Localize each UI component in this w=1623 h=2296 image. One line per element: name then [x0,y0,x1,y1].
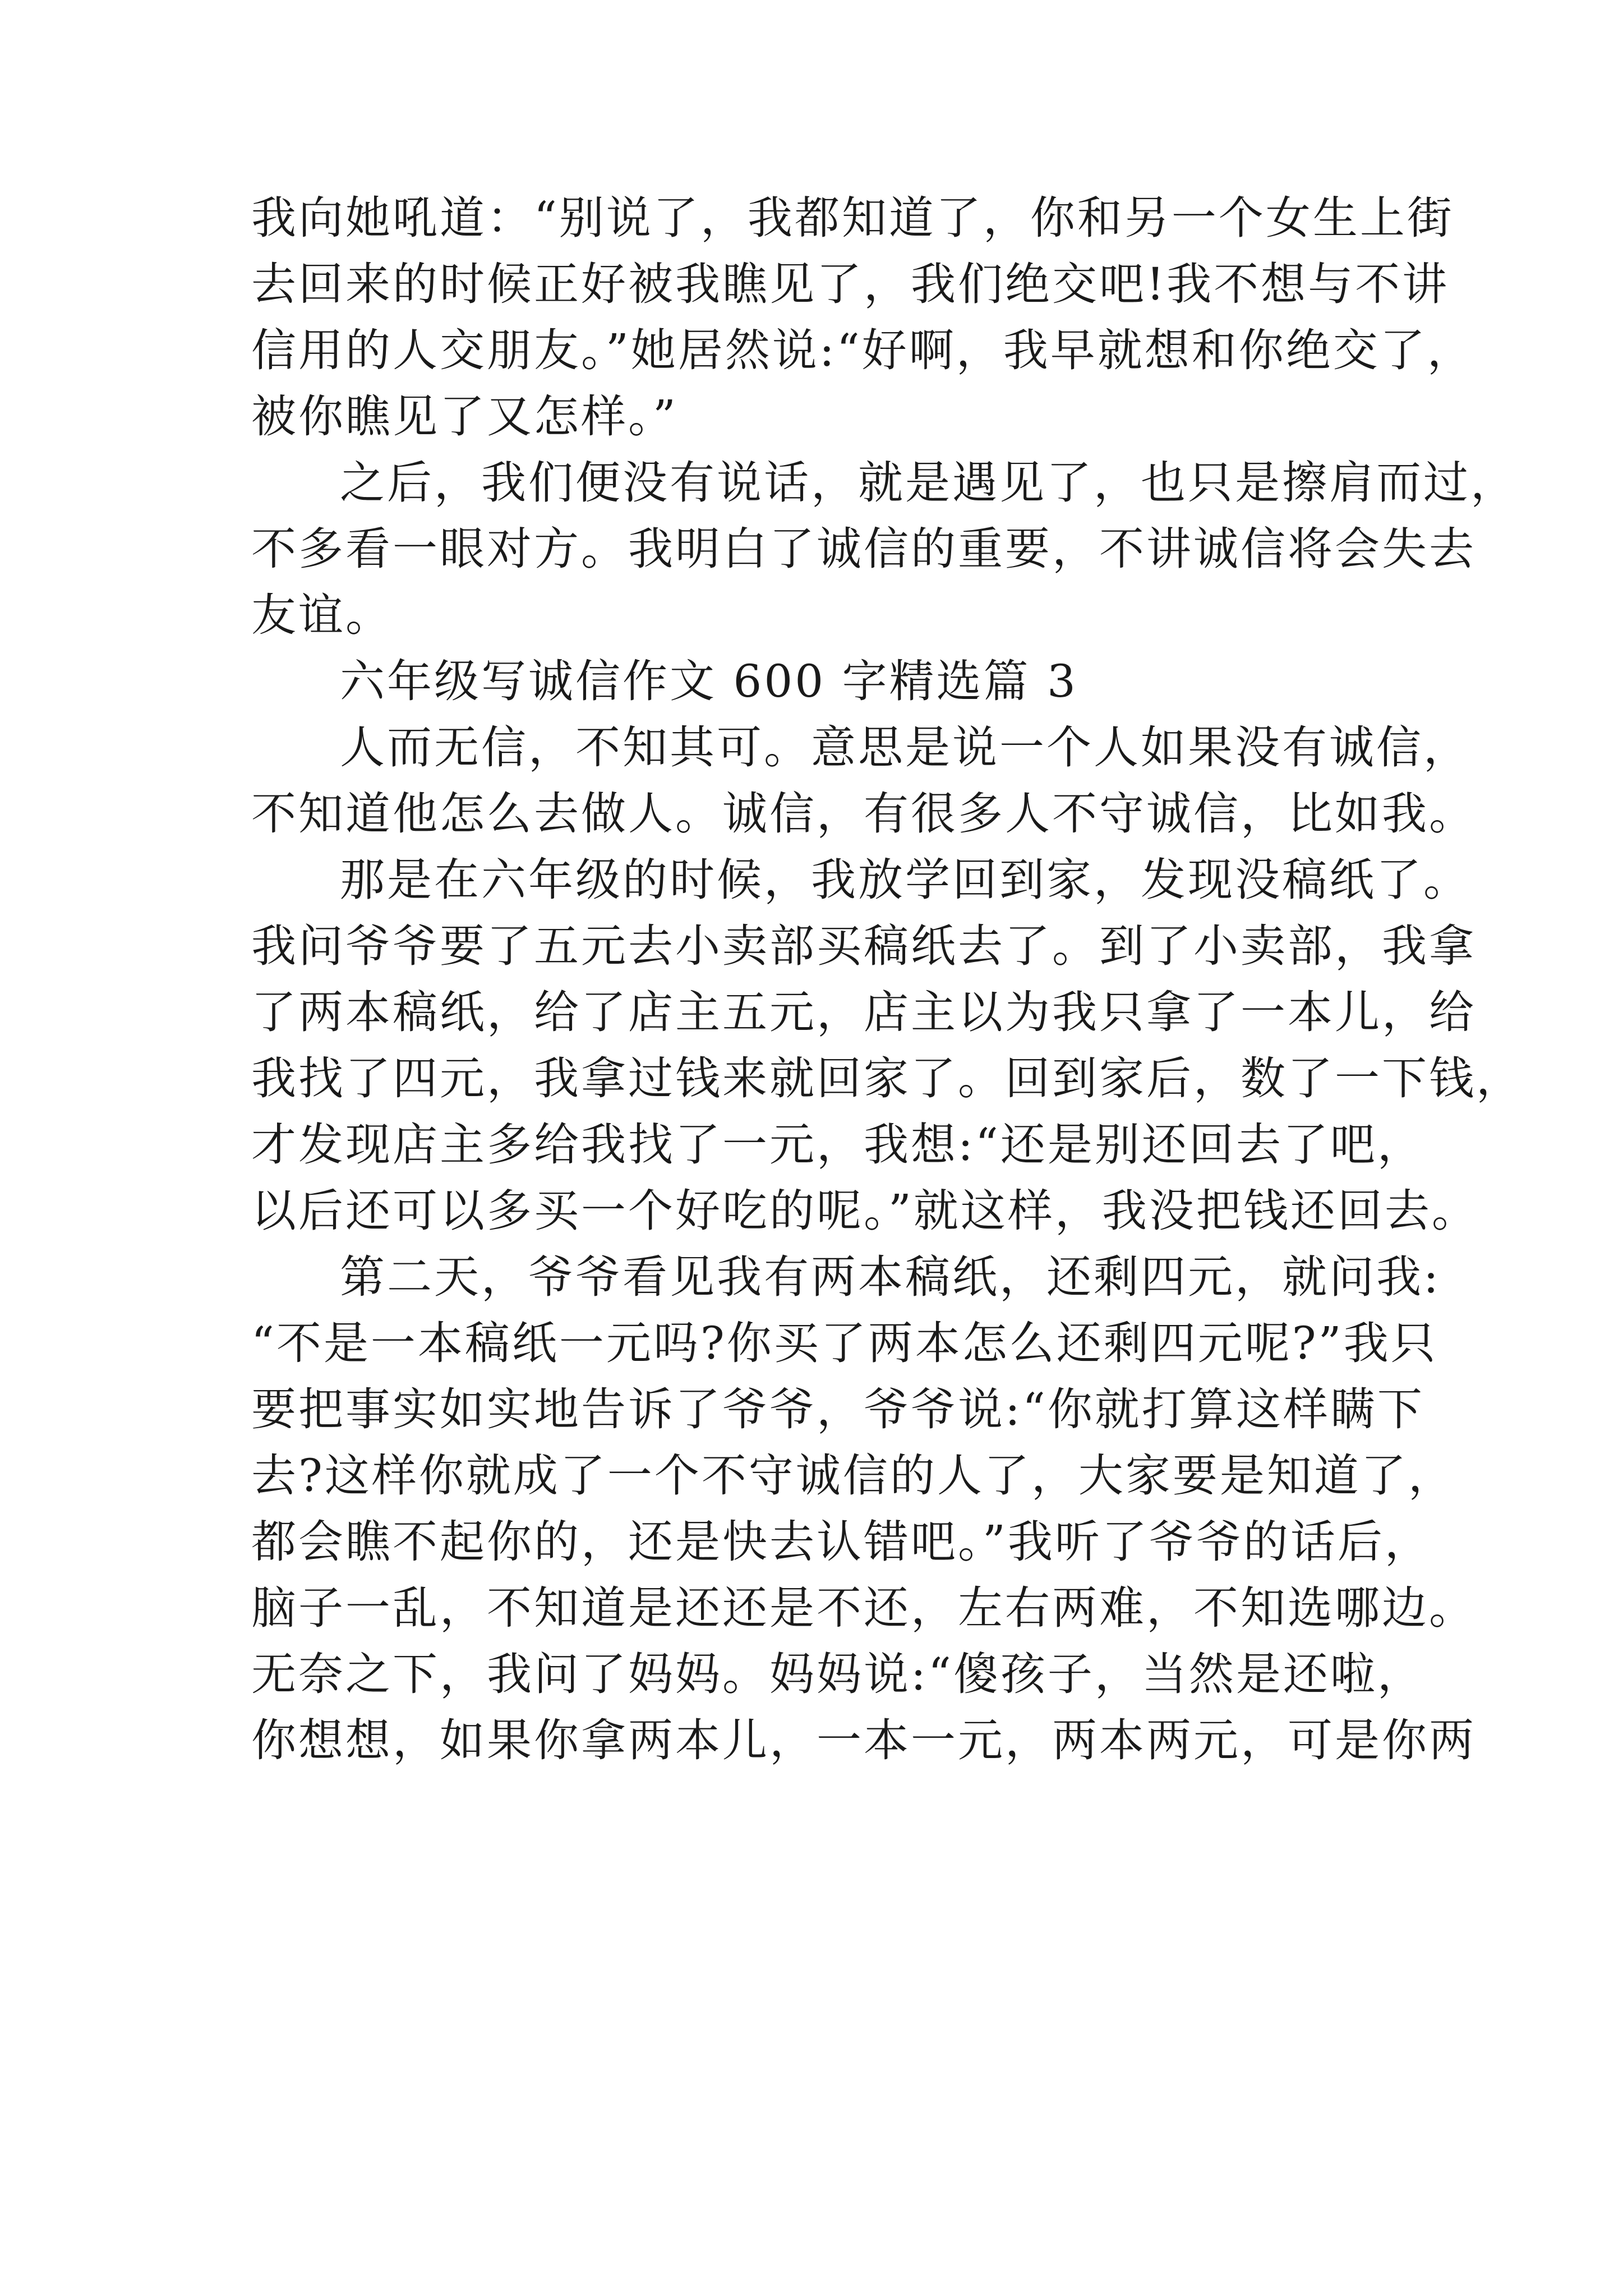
text-line: 才发现店主多给我找了一元，我想:“还是别还回去了吧， [251,1119,1424,1171]
text-line: 我向她吼道：“别说了，我都知道了，你和另一个女生上街 [251,192,1454,244]
text-line: 被你瞧见了又怎样。” [251,390,678,443]
text-line: 那是在六年级的时候，我放学回到家，发现没稿纸了。 [340,854,1470,906]
section-heading: 六年级写诚信作文 600 字精选篇 3 [340,655,1078,707]
document-body [251,185,1523,1774]
text-line: 去回来的时候正好被我瞧见了，我们绝交吧!我不想与不讲 [251,258,1450,310]
text-line: 脑子一乱，不知道是还还是不还，左右两难，不知选哪边。 [251,1582,1476,1634]
text-line: 之后，我们便没有说话，就是遇见了，也只是擦肩而过， [340,457,1518,509]
text-line: 无奈之下，我问了妈妈。妈妈说:“傻孩子，当然是还啦， [251,1648,1424,1700]
text-line: “不是一本稿纸一元吗?你买了两本怎么还剩四元呢?”我只 [251,1317,1438,1369]
text-line: 你想想，如果你拿两本儿，一本一元，两本两元，可是你两 [251,1714,1476,1766]
text-line: 我找了四元，我拿过钱来就回家了。回到家后，数了一下钱， [251,1052,1523,1105]
text-line: 我问爷爷要了五元去小卖部买稿纸去了。到了小卖部，我拿 [251,920,1476,972]
text-line: 人而无信，不知其可。意思是说一个人如果没有诚信， [340,721,1470,774]
text-line: 了两本稿纸，给了店主五元，店主以为我只拿了一本儿，给 [251,986,1476,1038]
text-line: 第二天，爷爷看见我有两本稿纸，还剩四元，就问我: [340,1251,1441,1303]
text-line: 不多看一眼对方。我明白了诚信的重要，不讲诚信将会失去 [251,523,1476,575]
text-line: 以后还可以多买一个好吃的呢。”就这样，我没把钱还回去。 [251,1185,1479,1237]
text-line: 信用的人交朋友。”她居然说:“好啊，我早就想和你绝交了， [251,324,1474,376]
text-line: 不知道他怎么去做人。诚信，有很多人不守诚信，比如我。 [251,788,1476,840]
text-line: 去?这样你就成了一个不守诚信的人了，大家要是知道了， [251,1450,1455,1502]
text-line: 要把事实如实地告诉了爷爷，爷爷说:“你就打算这样瞒下 [251,1383,1424,1435]
text-line: 都会瞧不起你的，还是快去认错吧。”我听了爷爷的话后， [251,1516,1432,1568]
text-line: 友谊。 [251,589,393,641]
